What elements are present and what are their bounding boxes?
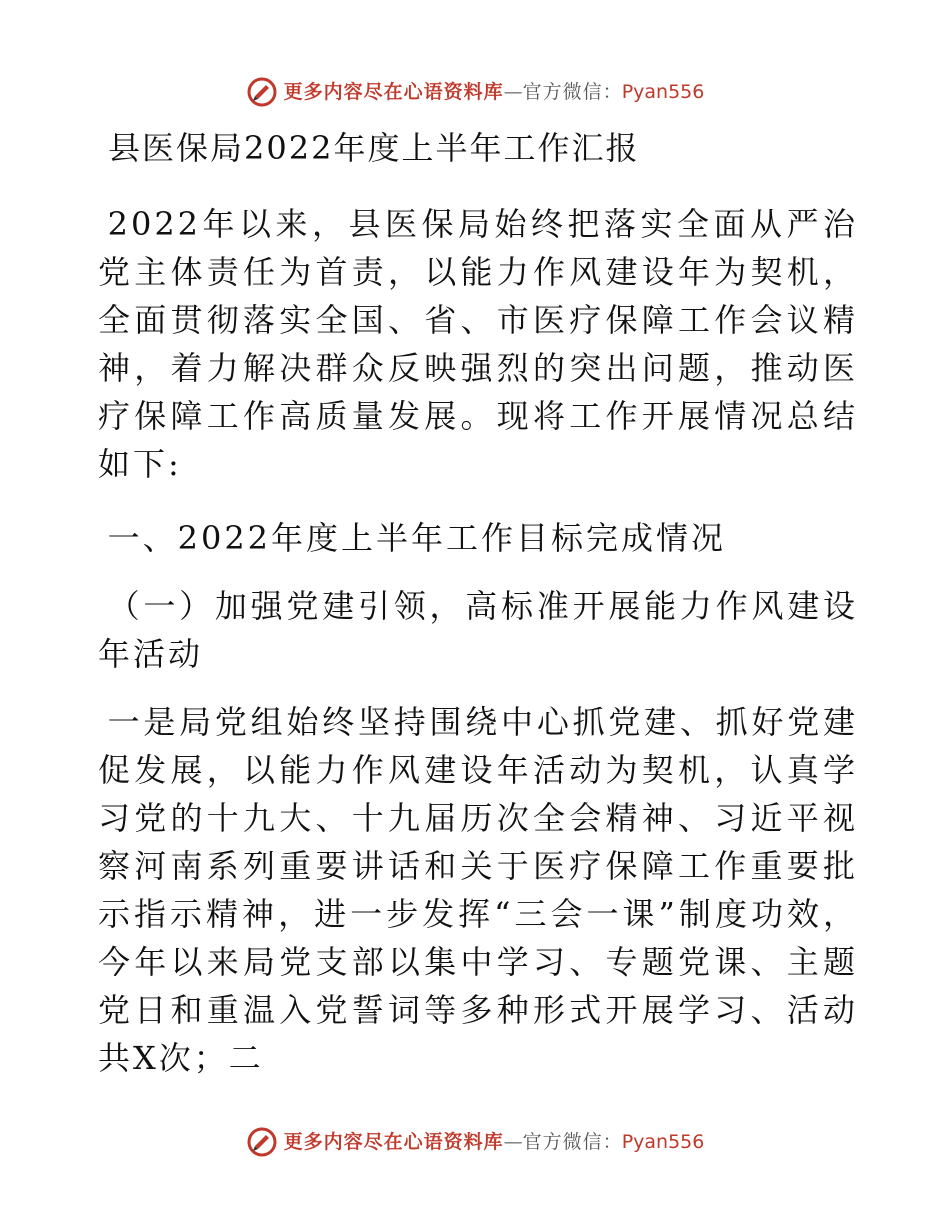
subsection-heading: （一）加强党建引领，高标准开展能力作风建设年活动	[98, 587, 858, 673]
watermark-separator: —	[503, 1131, 523, 1153]
watermark-wechat-id: Pyan556	[621, 1131, 705, 1153]
watermark-label: 官方微信	[522, 1131, 603, 1153]
body-paragraph: 一是局党组始终坚持围绕中心抓党建、抓好党建促发展，以能力作风建设年活动为契机，认真学习党的十九大、十九届历次全会精神、习近平视察河南系列重要讲话和关于医疗保障工作重要批示指示精神，进一步发挥“三会一课”制度功效，今年以来局党支部以集中学习、专题党课、主题党日和重温入党誓词等多种形式开展学习、活动共X次；二	[98, 703, 858, 1077]
watermark-banner-top	[0, 76, 950, 108]
watermark-separator: —	[503, 81, 523, 103]
intro-paragraph: 2022年以来，县医保局始终把落实全面从严治党主体责任为首责，以能力作风建设年为契机，全面贯彻落实全国、省、市医疗保障工作会议精神，着力解决群众反映强烈的突出问题，推动医疗保障工作高质量发展。现将工作开展情况总结如下:	[98, 205, 858, 483]
section-heading: 一、2022年度上半年工作目标完成情况	[107, 519, 727, 557]
watermark-colon: ：	[602, 1131, 622, 1153]
document-body	[98, 122, 858, 1082]
document-title: 县医保局2022年度上半年工作汇报	[108, 129, 640, 167]
watermark-colon: ：	[602, 81, 622, 103]
brand-logo-icon	[246, 76, 278, 108]
watermark-label: 官方微信	[522, 81, 603, 103]
watermark-wechat-id: Pyan556	[621, 81, 705, 103]
brand-logo-icon	[246, 1126, 278, 1158]
watermark-banner-bottom	[0, 1126, 950, 1158]
watermark-text: 更多内容尽在心语资料库	[283, 1131, 504, 1153]
watermark-text: 更多内容尽在心语资料库	[283, 81, 504, 103]
